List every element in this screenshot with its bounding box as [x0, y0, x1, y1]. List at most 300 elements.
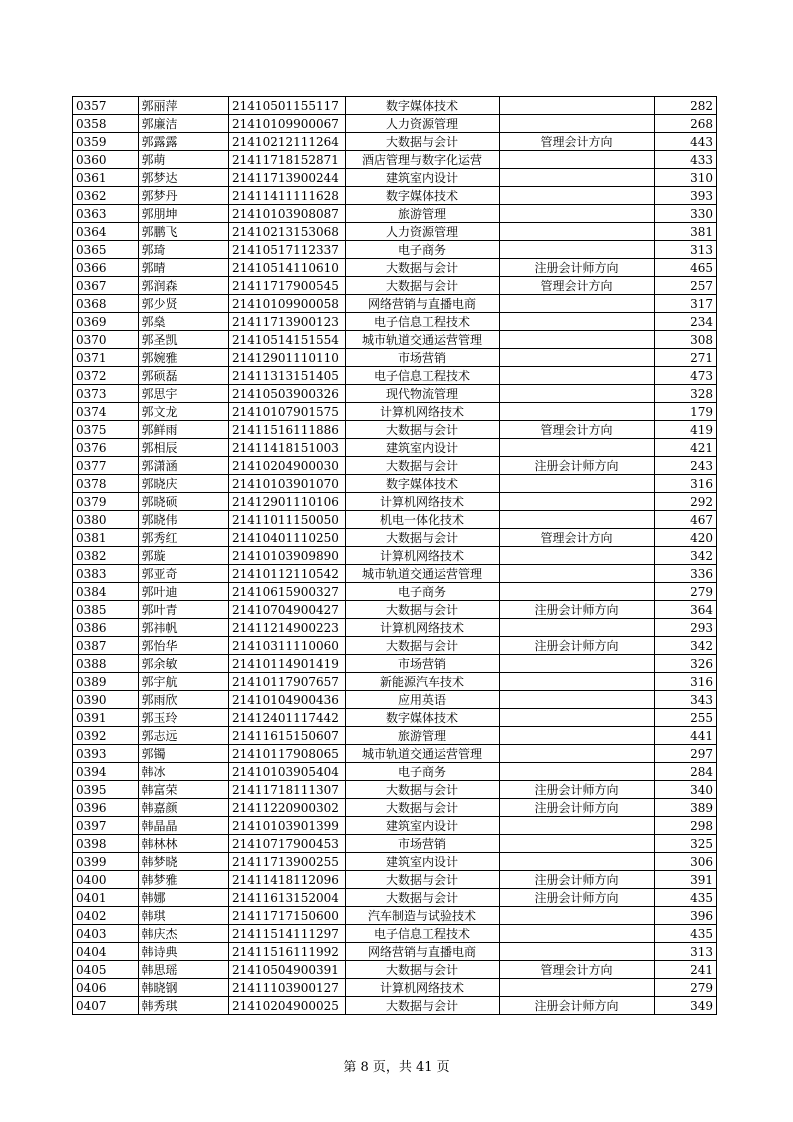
direction-cell — [499, 691, 654, 709]
major-cell: 电子商务 — [345, 583, 499, 601]
row-number-cell: 0406 — [73, 979, 139, 997]
table-row — [73, 241, 717, 259]
table-row — [73, 745, 717, 763]
table-row — [73, 961, 717, 979]
major-cell: 新能源汽车技术 — [345, 673, 499, 691]
table-row — [73, 439, 717, 457]
name-cell: 郭叶青 — [138, 601, 229, 619]
candidate-id-cell: 21410615900327 — [229, 583, 346, 601]
direction-cell — [499, 709, 654, 727]
major-cell: 建筑室内设计 — [345, 439, 499, 457]
direction-cell: 管理会计方向 — [499, 961, 654, 979]
major-cell: 大数据与会计 — [345, 889, 499, 907]
table-row — [73, 115, 717, 133]
candidate-id-cell: 21410504900391 — [229, 961, 346, 979]
candidate-id-cell: 21410514110610 — [229, 259, 346, 277]
candidate-id-cell: 21411613152004 — [229, 889, 346, 907]
major-cell: 大数据与会计 — [345, 259, 499, 277]
score-cell: 257 — [654, 277, 716, 295]
direction-cell — [499, 295, 654, 313]
candidate-id-cell: 21410107901575 — [229, 403, 346, 421]
direction-cell — [499, 727, 654, 745]
name-cell: 韩嘉颜 — [138, 799, 229, 817]
direction-cell — [499, 583, 654, 601]
row-number-cell: 0407 — [73, 997, 139, 1015]
major-cell: 应用英语 — [345, 691, 499, 709]
candidate-id-cell: 21410104900436 — [229, 691, 346, 709]
candidate-id-cell: 21410103908087 — [229, 205, 346, 223]
table-row — [73, 169, 717, 187]
name-cell: 郭燊 — [138, 313, 229, 331]
candidate-id-cell: 21411718152871 — [229, 151, 346, 169]
name-cell: 韩娜 — [138, 889, 229, 907]
table-row — [73, 655, 717, 673]
candidate-id-cell: 21410109900067 — [229, 115, 346, 133]
score-cell: 284 — [654, 763, 716, 781]
direction-cell: 注册会计师方向 — [499, 997, 654, 1015]
table-row — [73, 421, 717, 439]
table-row — [73, 835, 717, 853]
direction-cell — [499, 97, 654, 115]
row-number-cell: 0376 — [73, 439, 139, 457]
major-cell: 城市轨道交通运营管理 — [345, 331, 499, 349]
results-table — [72, 96, 717, 1015]
direction-cell — [499, 403, 654, 421]
name-cell: 郭雨欣 — [138, 691, 229, 709]
direction-cell — [499, 475, 654, 493]
score-cell: 306 — [654, 853, 716, 871]
score-cell: 389 — [654, 799, 716, 817]
name-cell: 郭亚奇 — [138, 565, 229, 583]
candidate-id-cell: 21410517112337 — [229, 241, 346, 259]
score-cell: 279 — [654, 583, 716, 601]
score-cell: 391 — [654, 871, 716, 889]
row-number-cell: 0358 — [73, 115, 139, 133]
major-cell: 大数据与会计 — [345, 529, 499, 547]
direction-cell — [499, 547, 654, 565]
score-cell: 243 — [654, 457, 716, 475]
score-cell: 313 — [654, 241, 716, 259]
name-cell: 郭祎帆 — [138, 619, 229, 637]
table-row — [73, 259, 717, 277]
results-table-body — [73, 97, 717, 1015]
major-cell: 计算机网络技术 — [345, 493, 499, 511]
candidate-id-cell: 21411418151003 — [229, 439, 346, 457]
major-cell: 大数据与会计 — [345, 457, 499, 475]
major-cell: 数字媒体技术 — [345, 475, 499, 493]
table-row — [73, 493, 717, 511]
major-cell: 现代物流管理 — [345, 385, 499, 403]
row-number-cell: 0392 — [73, 727, 139, 745]
name-cell: 郭志远 — [138, 727, 229, 745]
direction-cell: 注册会计师方向 — [499, 457, 654, 475]
name-cell: 韩梦晓 — [138, 853, 229, 871]
row-number-cell: 0405 — [73, 961, 139, 979]
candidate-id-cell: 21411418112096 — [229, 871, 346, 889]
major-cell: 人力资源管理 — [345, 115, 499, 133]
direction-cell — [499, 979, 654, 997]
name-cell: 郭潇涵 — [138, 457, 229, 475]
score-cell: 297 — [654, 745, 716, 763]
direction-cell — [499, 385, 654, 403]
table-row — [73, 313, 717, 331]
direction-cell: 注册会计师方向 — [499, 871, 654, 889]
direction-cell — [499, 907, 654, 925]
candidate-id-cell: 21410501155117 — [229, 97, 346, 115]
row-number-cell: 0394 — [73, 763, 139, 781]
name-cell: 郭廉洁 — [138, 115, 229, 133]
row-number-cell: 0357 — [73, 97, 139, 115]
major-cell: 计算机网络技术 — [345, 547, 499, 565]
table-row — [73, 907, 717, 925]
name-cell: 郭鲜雨 — [138, 421, 229, 439]
candidate-id-cell: 21411103900127 — [229, 979, 346, 997]
major-cell: 电子信息工程技术 — [345, 367, 499, 385]
major-cell: 计算机网络技术 — [345, 619, 499, 637]
major-cell: 建筑室内设计 — [345, 853, 499, 871]
row-number-cell: 0378 — [73, 475, 139, 493]
candidate-id-cell: 21410103901399 — [229, 817, 346, 835]
candidate-id-cell: 21410103909890 — [229, 547, 346, 565]
score-cell: 433 — [654, 151, 716, 169]
candidate-id-cell: 21410204900030 — [229, 457, 346, 475]
name-cell: 韩诗典 — [138, 943, 229, 961]
direction-cell — [499, 169, 654, 187]
name-cell: 韩思瑶 — [138, 961, 229, 979]
row-number-cell: 0359 — [73, 133, 139, 151]
name-cell: 郭文龙 — [138, 403, 229, 421]
score-cell: 364 — [654, 601, 716, 619]
name-cell: 郭晓伟 — [138, 511, 229, 529]
score-cell: 268 — [654, 115, 716, 133]
candidate-id-cell: 21411220900302 — [229, 799, 346, 817]
direction-cell: 注册会计师方向 — [499, 781, 654, 799]
row-number-cell: 0401 — [73, 889, 139, 907]
name-cell: 韩庆杰 — [138, 925, 229, 943]
name-cell: 郭晓庆 — [138, 475, 229, 493]
score-cell: 293 — [654, 619, 716, 637]
row-number-cell: 0369 — [73, 313, 139, 331]
row-number-cell: 0397 — [73, 817, 139, 835]
name-cell: 郭思宇 — [138, 385, 229, 403]
page-footer: 第 8 页，共 41 页 — [343, 1060, 450, 1075]
candidate-id-cell: 21410311110060 — [229, 637, 346, 655]
direction-cell: 注册会计师方向 — [499, 601, 654, 619]
table-row — [73, 187, 717, 205]
major-cell: 大数据与会计 — [345, 871, 499, 889]
direction-cell — [499, 223, 654, 241]
direction-cell: 管理会计方向 — [499, 421, 654, 439]
direction-cell — [499, 925, 654, 943]
table-row — [73, 295, 717, 313]
row-number-cell: 0367 — [73, 277, 139, 295]
name-cell: 郭晓硕 — [138, 493, 229, 511]
major-cell: 大数据与会计 — [345, 277, 499, 295]
row-number-cell: 0390 — [73, 691, 139, 709]
row-number-cell: 0389 — [73, 673, 139, 691]
name-cell: 郭圣凯 — [138, 331, 229, 349]
direction-cell: 注册会计师方向 — [499, 889, 654, 907]
candidate-id-cell: 21410514151554 — [229, 331, 346, 349]
candidate-id-cell: 21412901110110 — [229, 349, 346, 367]
name-cell: 韩林林 — [138, 835, 229, 853]
name-cell: 韩晶晶 — [138, 817, 229, 835]
direction-cell: 管理会计方向 — [499, 133, 654, 151]
name-cell: 郭晴 — [138, 259, 229, 277]
name-cell: 郭梦丹 — [138, 187, 229, 205]
name-cell: 郭宇航 — [138, 673, 229, 691]
candidate-id-cell: 21410717900453 — [229, 835, 346, 853]
score-cell: 435 — [654, 889, 716, 907]
name-cell: 郭梦达 — [138, 169, 229, 187]
direction-cell — [499, 745, 654, 763]
candidate-id-cell: 21411214900223 — [229, 619, 346, 637]
score-cell: 316 — [654, 475, 716, 493]
table-row — [73, 205, 717, 223]
row-number-cell: 0403 — [73, 925, 139, 943]
direction-cell — [499, 565, 654, 583]
direction-cell — [499, 493, 654, 511]
table-row — [73, 691, 717, 709]
score-cell: 313 — [654, 943, 716, 961]
name-cell: 郭怡华 — [138, 637, 229, 655]
major-cell: 电子信息工程技术 — [345, 925, 499, 943]
table-row — [73, 601, 717, 619]
candidate-id-cell: 21410103905404 — [229, 763, 346, 781]
score-cell: 420 — [654, 529, 716, 547]
major-cell: 旅游管理 — [345, 727, 499, 745]
name-cell: 郭相辰 — [138, 439, 229, 457]
name-cell: 韩富荣 — [138, 781, 229, 799]
major-cell: 市场营销 — [345, 349, 499, 367]
table-row — [73, 385, 717, 403]
candidate-id-cell: 21411516111886 — [229, 421, 346, 439]
candidate-id-cell: 21410117907657 — [229, 673, 346, 691]
score-cell: 298 — [654, 817, 716, 835]
row-number-cell: 0371 — [73, 349, 139, 367]
table-row — [73, 799, 717, 817]
row-number-cell: 0395 — [73, 781, 139, 799]
direction-cell — [499, 511, 654, 529]
score-cell: 282 — [654, 97, 716, 115]
row-number-cell: 0388 — [73, 655, 139, 673]
row-number-cell: 0396 — [73, 799, 139, 817]
score-cell: 419 — [654, 421, 716, 439]
direction-cell — [499, 619, 654, 637]
row-number-cell: 0383 — [73, 565, 139, 583]
major-cell: 数字媒体技术 — [345, 97, 499, 115]
table-row — [73, 547, 717, 565]
table-row — [73, 223, 717, 241]
row-number-cell: 0379 — [73, 493, 139, 511]
major-cell: 网络营销与直播电商 — [345, 943, 499, 961]
name-cell: 郭玉玲 — [138, 709, 229, 727]
candidate-id-cell: 21410213153068 — [229, 223, 346, 241]
score-cell: 393 — [654, 187, 716, 205]
direction-cell: 管理会计方向 — [499, 529, 654, 547]
major-cell: 数字媒体技术 — [345, 709, 499, 727]
score-cell: 234 — [654, 313, 716, 331]
major-cell: 城市轨道交通运营管理 — [345, 745, 499, 763]
score-cell: 443 — [654, 133, 716, 151]
row-number-cell: 0363 — [73, 205, 139, 223]
score-cell: 326 — [654, 655, 716, 673]
table-row — [73, 565, 717, 583]
row-number-cell: 0398 — [73, 835, 139, 853]
name-cell: 韩晓钢 — [138, 979, 229, 997]
table-row — [73, 457, 717, 475]
score-cell: 336 — [654, 565, 716, 583]
score-cell: 308 — [654, 331, 716, 349]
row-number-cell: 0386 — [73, 619, 139, 637]
direction-cell — [499, 115, 654, 133]
candidate-id-cell: 21411717150600 — [229, 907, 346, 925]
major-cell: 大数据与会计 — [345, 961, 499, 979]
major-cell: 大数据与会计 — [345, 133, 499, 151]
name-cell: 郭露露 — [138, 133, 229, 151]
major-cell: 城市轨道交通运营管理 — [345, 565, 499, 583]
table-row — [73, 979, 717, 997]
table-row — [73, 925, 717, 943]
name-cell: 郭余敏 — [138, 655, 229, 673]
table-row — [73, 97, 717, 115]
table-row — [73, 943, 717, 961]
name-cell: 郭鹏飞 — [138, 223, 229, 241]
candidate-id-cell: 21410114901419 — [229, 655, 346, 673]
candidate-id-cell: 21410117908065 — [229, 745, 346, 763]
major-cell: 人力资源管理 — [345, 223, 499, 241]
row-number-cell: 0361 — [73, 169, 139, 187]
major-cell: 市场营销 — [345, 835, 499, 853]
candidate-id-cell: 21411516111992 — [229, 943, 346, 961]
row-number-cell: 0387 — [73, 637, 139, 655]
table-row — [73, 997, 717, 1015]
direction-cell: 注册会计师方向 — [499, 259, 654, 277]
score-cell: 441 — [654, 727, 716, 745]
candidate-id-cell: 21411615150607 — [229, 727, 346, 745]
row-number-cell: 0391 — [73, 709, 139, 727]
table-row — [73, 871, 717, 889]
direction-cell — [499, 853, 654, 871]
row-number-cell: 0362 — [73, 187, 139, 205]
table-row — [73, 511, 717, 529]
major-cell: 大数据与会计 — [345, 637, 499, 655]
name-cell: 郭萌 — [138, 151, 229, 169]
table-row — [73, 781, 717, 799]
name-cell: 郭琦 — [138, 241, 229, 259]
direction-cell — [499, 673, 654, 691]
name-cell: 韩梦雅 — [138, 871, 229, 889]
row-number-cell: 0370 — [73, 331, 139, 349]
major-cell: 电子商务 — [345, 763, 499, 781]
table-row — [73, 853, 717, 871]
candidate-id-cell: 21411713900244 — [229, 169, 346, 187]
candidate-id-cell: 21411718111307 — [229, 781, 346, 799]
major-cell: 建筑室内设计 — [345, 169, 499, 187]
name-cell: 韩秀琪 — [138, 997, 229, 1015]
name-cell: 郭秀红 — [138, 529, 229, 547]
row-number-cell: 0365 — [73, 241, 139, 259]
score-cell: 343 — [654, 691, 716, 709]
candidate-id-cell: 21410109900058 — [229, 295, 346, 313]
name-cell: 韩琪 — [138, 907, 229, 925]
score-cell: 381 — [654, 223, 716, 241]
major-cell: 计算机网络技术 — [345, 979, 499, 997]
row-number-cell: 0374 — [73, 403, 139, 421]
table-row — [73, 403, 717, 421]
score-cell: 328 — [654, 385, 716, 403]
candidate-id-cell: 21410204900025 — [229, 997, 346, 1015]
candidate-id-cell: 21411717900545 — [229, 277, 346, 295]
row-number-cell: 0360 — [73, 151, 139, 169]
row-number-cell: 0372 — [73, 367, 139, 385]
table-row — [73, 817, 717, 835]
score-cell: 421 — [654, 439, 716, 457]
score-cell: 241 — [654, 961, 716, 979]
table-row — [73, 763, 717, 781]
major-cell: 大数据与会计 — [345, 421, 499, 439]
candidate-id-cell: 21410112110542 — [229, 565, 346, 583]
major-cell: 市场营销 — [345, 655, 499, 673]
name-cell: 郭叶迪 — [138, 583, 229, 601]
table-row — [73, 277, 717, 295]
candidate-id-cell: 21411514111297 — [229, 925, 346, 943]
major-cell: 数字媒体技术 — [345, 187, 499, 205]
table-row — [73, 583, 717, 601]
table-row — [73, 727, 717, 745]
table-row — [73, 151, 717, 169]
row-number-cell: 0385 — [73, 601, 139, 619]
score-cell: 467 — [654, 511, 716, 529]
score-cell: 317 — [654, 295, 716, 313]
row-number-cell: 0375 — [73, 421, 139, 439]
table-row — [73, 619, 717, 637]
candidate-id-cell: 21411011150050 — [229, 511, 346, 529]
major-cell: 大数据与会计 — [345, 799, 499, 817]
major-cell: 酒店管理与数字化运营 — [345, 151, 499, 169]
score-cell: 349 — [654, 997, 716, 1015]
score-cell: 179 — [654, 403, 716, 421]
direction-cell: 管理会计方向 — [499, 277, 654, 295]
name-cell: 郭朋坤 — [138, 205, 229, 223]
candidate-id-cell: 21412401117442 — [229, 709, 346, 727]
major-cell: 大数据与会计 — [345, 997, 499, 1015]
score-cell: 465 — [654, 259, 716, 277]
name-cell: 郭少贤 — [138, 295, 229, 313]
table-row — [73, 475, 717, 493]
score-cell: 396 — [654, 907, 716, 925]
candidate-id-cell: 21410103901070 — [229, 475, 346, 493]
direction-cell — [499, 313, 654, 331]
score-cell: 340 — [654, 781, 716, 799]
major-cell: 计算机网络技术 — [345, 403, 499, 421]
table-row — [73, 349, 717, 367]
score-cell: 292 — [654, 493, 716, 511]
row-number-cell: 0373 — [73, 385, 139, 403]
table-row — [73, 889, 717, 907]
candidate-id-cell: 21411713900123 — [229, 313, 346, 331]
table-row — [73, 709, 717, 727]
row-number-cell: 0364 — [73, 223, 139, 241]
table-row — [73, 637, 717, 655]
candidate-id-cell: 21410503900326 — [229, 385, 346, 403]
direction-cell — [499, 205, 654, 223]
table-row — [73, 331, 717, 349]
score-cell: 310 — [654, 169, 716, 187]
row-number-cell: 0380 — [73, 511, 139, 529]
score-cell: 342 — [654, 637, 716, 655]
major-cell: 大数据与会计 — [345, 601, 499, 619]
